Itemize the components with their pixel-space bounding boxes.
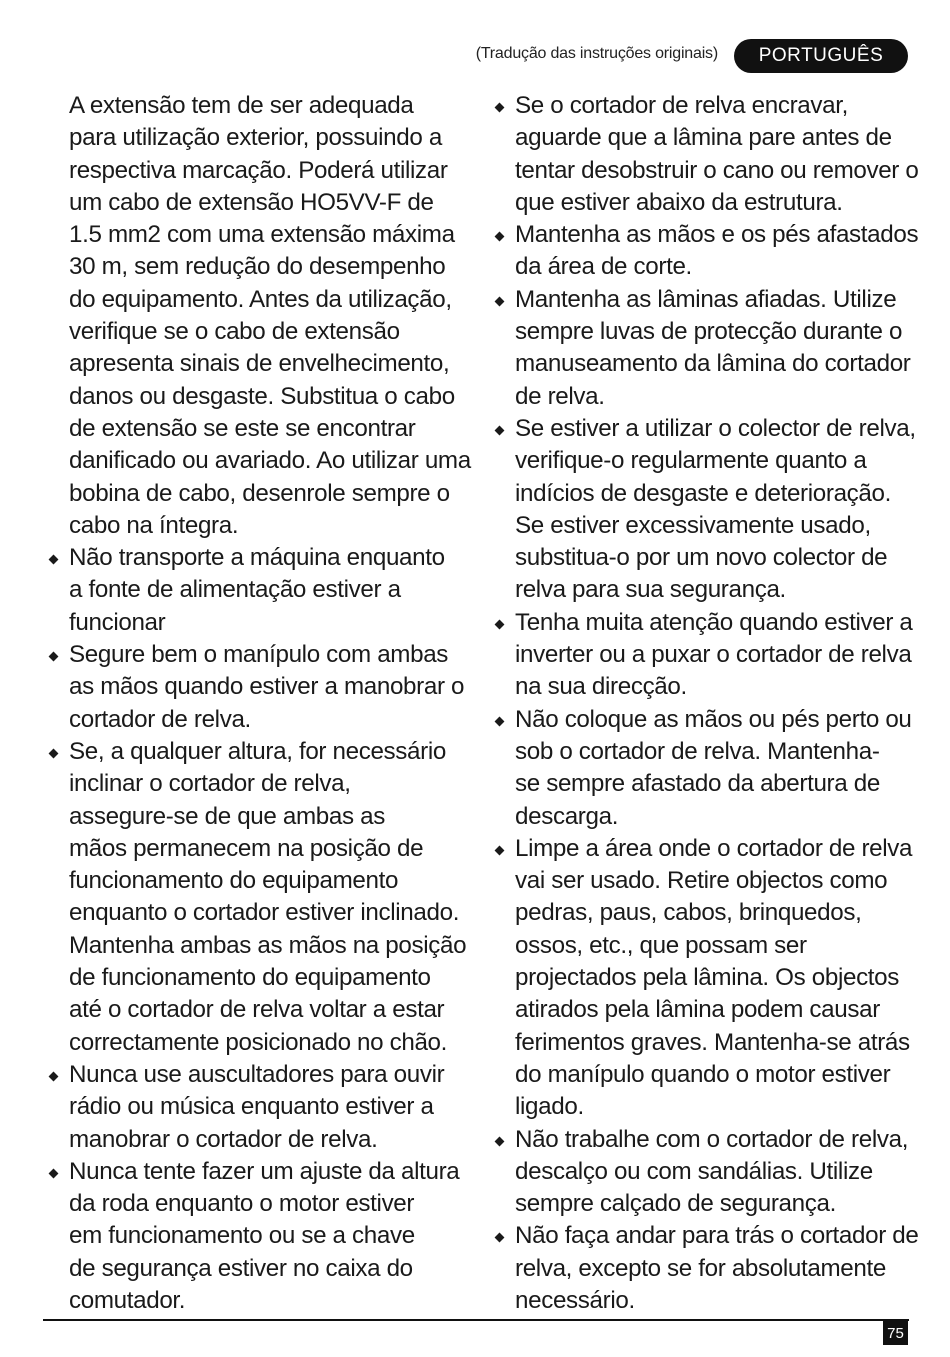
bullet-diamond-icon [495,232,505,242]
bullet-item [515,1124,920,1221]
text-line: Não transporte a máquina enquanto [69,544,445,572]
text-line: rádio ou música enquanto estiver a [69,1093,434,1121]
bullet-item [69,1059,469,1156]
bullet-diamond-icon [49,1168,59,1178]
text-line: funcionar [69,608,166,636]
text-line: substitua-o por um novo colector de [515,544,888,572]
text-line: a fonte de alimentação estiver a [69,576,401,604]
text-line: até o cortador de relva voltar a estar [69,996,445,1024]
text-line: do equipamento. Antes da utilização, [69,285,452,313]
bullet-diamond-icon [495,296,505,306]
text-line: 30 m, sem redução do desempenho [69,253,446,281]
text-line: ferimentos graves. Mantenha-se atrás [515,1028,910,1056]
bullet-diamond-icon [495,716,505,726]
text-line: vai ser usado. Retire objectos como [515,867,888,895]
text-line: apresenta sinais de envelhecimento, [69,350,450,378]
text-line: em funcionamento ou se a chave [69,1222,415,1250]
text-line: necessário. [515,1286,635,1314]
text-line: cabo na íntegra. [69,511,239,539]
bullet-diamond-icon [495,103,505,113]
bullet-item [515,284,920,413]
left-column [69,90,469,1317]
text-line: inclinar o cortador de relva, [69,770,351,798]
bullet-item [515,704,920,833]
text-line: Não coloque as mãos ou pés perto ou [515,705,912,733]
text-line: cortador de relva. [69,705,251,733]
text-line: Não trabalhe com o cortador de relva, [515,1125,909,1153]
text-line: verifique se o cabo de extensão [69,318,400,346]
bullet-diamond-icon [495,845,505,855]
intro-paragraph [69,90,469,542]
text-line: na sua direcção. [515,673,687,701]
text-line: pedras, paus, cabos, brinquedos, [515,899,862,927]
text-line: de relva. [515,382,605,410]
language-badge: PORTUGUÊS [734,39,908,73]
text-line: danos ou desgaste. Substitua o cabo [69,382,455,410]
bullet-diamond-icon [49,748,59,758]
text-line: relva para sua segurança. [515,576,786,604]
bullet-diamond-icon [495,1136,505,1146]
text-line: um cabo de extensão HO5VV-F de [69,188,434,216]
text-line: Nunca tente fazer um ajuste da altura [69,1157,460,1185]
text-line: relva, excepto se for absolutamente [515,1254,886,1282]
bullet-item [69,1156,469,1317]
text-line: tentar desobstruir o cano ou remover o [515,156,919,184]
text-line: sempre luvas de protecção durante o [515,318,903,346]
text-line: indícios de desgaste e deterioração. [515,479,891,507]
text-line: descalço ou com sandálias. Utilize [515,1157,873,1185]
text-line: Se estiver excessivamente usado, [515,511,871,539]
bullet-item [515,833,920,1124]
text-line: mãos permanecem na posição de [69,834,424,862]
text-line: sempre calçado de segurança. [515,1190,836,1218]
text-line: da roda enquanto o motor estiver [69,1190,415,1218]
text-line: Mantenha ambas as mãos na posição [69,931,467,959]
text-line: comutador. [69,1286,186,1314]
text-line: Se estiver a utilizar o colector de relva, [515,414,916,442]
bullet-diamond-icon [495,426,505,436]
footer-divider [43,1319,909,1321]
text-line: inverter ou a puxar o cortador de relva [515,641,912,669]
text-line: A extensão tem de ser adequada [69,92,414,119]
text-line: do manípulo quando o motor estiver [515,1060,891,1088]
text-line: Nunca use auscultadores para ouvir [69,1060,445,1088]
text-line: atirados pela lâmina podem causar [515,996,880,1024]
bullet-diamond-icon [49,555,59,565]
text-line: 1.5 mm2 com uma extensão máxima [69,221,455,249]
text-line: correctamente posicionado no chão. [69,1028,448,1056]
text-line: de funcionamento do equipamento [69,964,431,992]
text-line: enquanto o cortador estiver inclinado. [69,899,460,927]
text-line: se sempre afastado da abertura de [515,770,880,798]
text-line: que estiver abaixo da estrutura. [515,188,843,216]
text-line: manobrar o cortador de relva. [69,1125,378,1153]
text-line: aguarde que a lâmina pare antes de [515,124,892,152]
text-line: bobina de cabo, desenrole sempre o [69,479,450,507]
text-line: Não faça andar para trás o cortador de [515,1222,919,1250]
bullet-item [69,736,469,1059]
text-line: para utilização exterior, possuindo a [69,124,442,152]
bullet-item [515,90,920,219]
text-line: de segurança estiver no caixa do [69,1254,413,1282]
bullet-diamond-icon [49,652,59,662]
bullet-item [69,639,469,736]
text-line: descarga. [515,802,619,830]
bullet-item [515,1220,920,1317]
right-column [515,90,920,1317]
text-line: projectados pela lâmina. Os objectos [515,964,900,992]
bullet-diamond-icon [49,1071,59,1081]
text-line: respectiva marcação. Poderá utilizar [69,156,448,184]
text-line: Mantenha as mãos e os pés afastados [515,221,919,249]
bullet-item [515,413,920,607]
bullet-diamond-icon [495,619,505,629]
text-line: as mãos quando estiver a manobrar o [69,673,465,701]
page-number: 75 [883,1321,908,1345]
text-line: Se o cortador de relva encravar, [515,92,848,119]
text-line: ligado. [515,1093,584,1121]
bullet-diamond-icon [495,1233,505,1243]
text-line: assegure-se de que ambas as [69,802,385,830]
text-line: funcionamento do equipamento [69,867,399,895]
text-line: Mantenha as lâminas afiadas. Utilize [515,285,897,313]
bullet-item [69,542,469,639]
text-line: danificado ou avariado. Ao utilizar uma [69,447,471,475]
text-line: da área de corte. [515,253,692,281]
text-line: sob o cortador de relva. Mantenha- [515,737,880,765]
text-line: Tenha muita atenção quando estiver a [515,608,913,636]
text-line: Segure bem o manípulo com ambas [69,641,449,669]
translation-note: (Tradução das instruções originais) [475,45,718,62]
text-line: verifique-o regularmente quanto a [515,447,867,475]
text-line: Limpe a área onde o cortador de relva [515,834,913,862]
text-line: ossos, etc., que possam ser [515,931,807,959]
text-line: manuseamento da lâmina do cortador [515,350,911,378]
bullet-item [515,219,920,284]
text-line: Se, a qualquer altura, for necessário [69,737,446,765]
text-line: de extensão se este se encontrar [69,414,416,442]
bullet-item [515,607,920,704]
